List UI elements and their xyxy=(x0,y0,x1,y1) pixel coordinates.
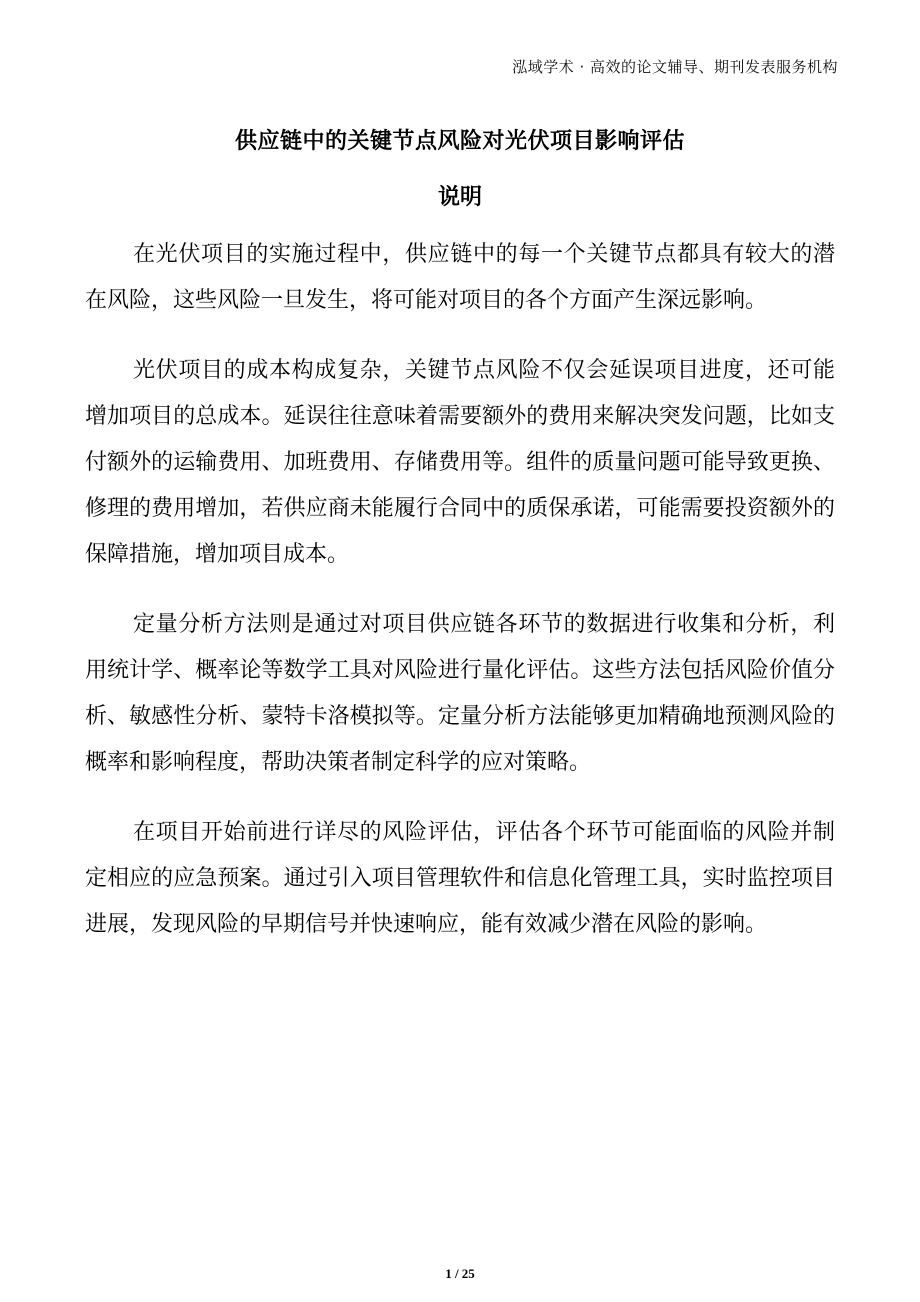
document-title: 供应链中的关键节点风险对光伏项目影响评估 xyxy=(234,129,685,154)
page-number: 1 / 25 xyxy=(445,1266,475,1281)
paragraph: 在光伏项目的实施过程中，供应链中的每一个关键节点都具有较大的潜在风险，这些风险一旦发生，将可能对项目的各个方面产生深远影响。 xyxy=(85,242,835,313)
paragraph: 光伏项目的成本构成复杂，关键节点风险不仅会延误项目进度，还可能增加项目的总成本。延误往往意味着需要额外的费用来解决突发问题，比如支付额外的运输费用、加班费用、存储费用等。组件的质量问题可能导致更换、修理的费用增加，若供应商未能履行合同中的质保承诺，可能需要投资额外的保障措施，增加项目成本。 xyxy=(85,358,835,567)
body-text xyxy=(85,232,835,972)
header-note: 泓域学术 · 高效的论文辅导、期刊发表服务机构 xyxy=(512,58,838,76)
paragraph: 在项目开始前进行详尽的风险评估，评估各个环节可能面临的风险并制定相应的应急预案。通过引入项目管理软件和信息化管理工具，实时监控项目进展，发现风险的早期信号并快速响应，能有效减少潜在风险的影响。 xyxy=(85,820,835,937)
section-heading: 说明 xyxy=(437,185,482,210)
paragraph: 定量分析方法则是通过对项目供应链各环节的数据进行收集和分析，利用统计学、概率论等数学工具对风险进行量化评估。这些方法包括风险价值分析、敏感性分析、蒙特卡洛模拟等。定量分析方法能够更加精确地预测风险的概率和影响程度，帮助决策者制定科学的应对策略。 xyxy=(85,612,835,775)
